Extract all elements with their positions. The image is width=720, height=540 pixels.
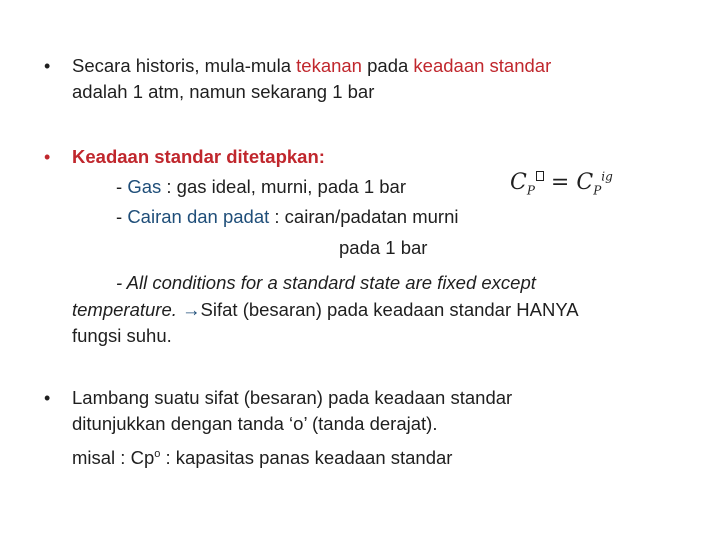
liquid-label: Cairan dan padat (127, 206, 270, 227)
liquid-text: : cairan/padatan murni (269, 206, 459, 227)
bullet-3-marker: • (44, 388, 51, 408)
bullet-3-line-2: ditunjukkan dengan tanda ‘o’ (tanda derajat). (72, 413, 438, 434)
bullet-2-marker: • (44, 147, 51, 167)
term-tekanan: tekanan (296, 55, 362, 76)
formula-lhs: C (510, 170, 527, 195)
liquid-line (116, 205, 458, 229)
formula-rhs-sup: ig (601, 169, 613, 184)
bullet-3-line-1: Lambang suatu sifat (besaran) pada keadaan standar (72, 387, 513, 408)
bullet-2-heading: Keadaan standar ditetapkan: (72, 146, 325, 167)
gas-line (116, 175, 406, 199)
bullet-3-line-3 (72, 442, 452, 470)
misal-pre: misal : Cp (72, 447, 155, 469)
cp-formula (510, 169, 613, 198)
gas-dash: - (116, 176, 128, 197)
bullet-1-line-2: adalah 1 atm, namun sekarang 1 bar (72, 81, 375, 102)
formula-equals: = (550, 170, 570, 195)
standard-state-symbol-icon (536, 171, 544, 181)
bullet-1-text-pre: Secara historis, mula-mula (72, 55, 297, 76)
all-conditions-line-2 (72, 298, 579, 322)
fungsi-suhu-line: fungsi suhu. (72, 325, 172, 346)
all-conditions-line-1: - All conditions for a standard state are fixed except (116, 272, 536, 293)
gas-label: Gas (127, 176, 162, 197)
temperature-text: temperature. (72, 299, 183, 320)
degree-symbol: o (154, 448, 161, 460)
bullet-1-line-1 (72, 54, 551, 78)
sifat-text: Sifat (besaran) pada keadaan standar HANYA (200, 299, 579, 320)
formula-lhs-sub: P (526, 183, 535, 198)
right-arrow-icon: → (182, 299, 201, 320)
formula-rhs: C (576, 170, 594, 195)
liquid-dash: - (116, 206, 128, 227)
formula-rhs-sub: P (593, 183, 602, 198)
bullet-1-text-mid: pada (361, 55, 414, 76)
term-keadaan-standar: keadaan standar (413, 55, 552, 76)
gas-text: : gas ideal, murni, pada 1 bar (161, 176, 407, 197)
bullet-1-marker: • (44, 56, 51, 76)
misal-post: : kapasitas panas keadaan standar (160, 447, 453, 469)
liquid-line-cont: pada 1 bar (339, 237, 428, 258)
